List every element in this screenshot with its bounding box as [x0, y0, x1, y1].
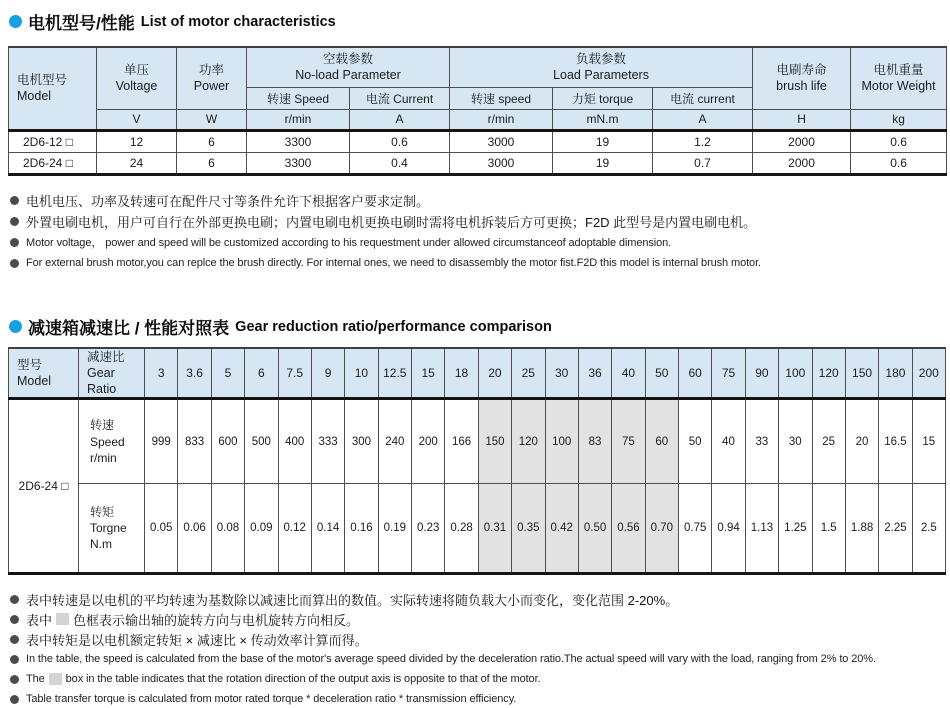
note-text: 外置电刷电机，用户可自行在外部更换电刷；内置电刷电机更换电刷时需将电机拆装后方可更换；F2D 此型号是内置电刷电机。 — [26, 214, 757, 230]
motor-value-cell: 2000 — [753, 152, 851, 174]
bullet-icon — [10, 595, 19, 604]
note-line — [10, 232, 946, 253]
bullet-icon — [10, 615, 19, 624]
group-header-noload-zh: 空载参数 — [323, 52, 374, 66]
torque-value-cell: 0.50 — [578, 484, 611, 574]
speed-row-label — [79, 399, 145, 484]
speed-value-cell: 999 — [145, 399, 178, 484]
note-text-post: box in the table indicates that the rotation direction of the output axis is opposite to that of the motor. — [65, 673, 541, 686]
torque-value-cell: 0.06 — [178, 484, 211, 574]
torque-value-cell: 0.56 — [612, 484, 645, 574]
col-header-voltage — [97, 47, 177, 109]
unit-cell: V — [97, 109, 177, 130]
unit-cell: A — [653, 109, 753, 130]
torque-value-cell: 0.23 — [412, 484, 445, 574]
motor-value-cell: 3000 — [450, 152, 553, 174]
col-header-brush-life — [753, 47, 851, 109]
unit-cell: kg — [851, 109, 947, 130]
note-text-pre: 表中 — [26, 612, 53, 628]
speed-value-cell: 40 — [712, 399, 745, 484]
gear-ratio-header-cell: 200 — [912, 348, 945, 399]
sub-header-cell: 转速 Speed — [247, 87, 350, 109]
motor-value-cell: 6 — [177, 152, 247, 174]
sub-header-cell: 电流 Current — [350, 87, 450, 109]
gear-ratio-header-cell: 40 — [612, 348, 645, 399]
col-header-brush-life-zh: 电刷寿命 — [776, 63, 827, 77]
motor-value-cell: 2000 — [753, 130, 851, 152]
motor-value-cell: 12 — [97, 130, 177, 152]
note-text: 表中转速是以电机的平均转速为基数除以减速比而算出的数值。实际转速将随负载大小而变化，变化范围 2-20%。 — [26, 592, 679, 608]
torque-value-cell: 0.94 — [712, 484, 745, 574]
gear-ratio-header-cell: 120 — [812, 348, 845, 399]
speed-value-cell: 600 — [211, 399, 244, 484]
speed-value-cell: 300 — [345, 399, 378, 484]
gear-ratio-header-cell: 90 — [745, 348, 778, 399]
bullet-icon — [10, 217, 19, 226]
section2-title-zh: 减速箱减速比 / 性能对照表 — [28, 319, 230, 338]
torque-value-cell: 0.14 — [311, 484, 344, 574]
speed-value-cell: 33 — [745, 399, 778, 484]
col-header-model-en: Model — [17, 89, 52, 104]
motor-value-cell: 19 — [553, 152, 653, 174]
gear-ratio-header-cell: 18 — [445, 348, 478, 399]
note-line — [10, 190, 946, 211]
motor-characteristics-table — [8, 46, 947, 176]
motor-value-cell: 6 — [177, 130, 247, 152]
model-cell: 2D6-24 □ — [9, 152, 97, 174]
torque-value-cell: 1.5 — [812, 484, 845, 574]
gear-ratio-table — [8, 347, 946, 576]
motor-value-cell: 24 — [97, 152, 177, 174]
col-header-voltage-zh: 单压 — [123, 63, 149, 77]
speed-row — [9, 399, 946, 484]
speed-value-cell: 25 — [812, 399, 845, 484]
torque-value-cell: 0.16 — [345, 484, 378, 574]
col-header-gear-model-en: Model — [17, 373, 52, 388]
torque-label-zh: 转矩 — [90, 504, 115, 519]
speed-value-cell: 16.5 — [879, 399, 912, 484]
gear-ratio-header-cell: 15 — [412, 348, 445, 399]
gear-header-row — [9, 348, 946, 399]
col-header-model-zh: 电机型号 — [17, 73, 68, 87]
speed-unit: r/min — [90, 450, 117, 465]
torque-value-cell: 2.5 — [912, 484, 945, 574]
gear-ratio-header-cell: 3 — [145, 348, 178, 399]
torque-value-cell: 1.25 — [779, 484, 812, 574]
torque-value-cell: 0.28 — [445, 484, 478, 574]
col-header-gear-ratio-zh: 减速比 — [87, 349, 125, 364]
gear-ratio-header-cell: 36 — [578, 348, 611, 399]
units-row — [9, 109, 947, 130]
col-header-power-zh: 功率 — [198, 63, 224, 77]
section-title-gear — [9, 316, 946, 338]
bullet-icon — [10, 695, 19, 704]
col-header-motor-weight-en: Motor Weight — [861, 79, 936, 94]
note-line — [10, 589, 946, 609]
motor-value-cell: 0.6 — [350, 130, 450, 152]
torque-value-cell: 1.88 — [845, 484, 878, 574]
note-text-pre: The — [26, 673, 45, 686]
note-text: In the table, the speed is calculated from the base of the motor's average speed divided by the deceleration ratio.The actual speed will vary with the load, ranging from 2% to 20%. — [26, 653, 876, 666]
gear-ratio-header-cell: 3.6 — [178, 348, 211, 399]
note-line — [10, 669, 946, 689]
gear-ratio-header-cell: 6 — [245, 348, 278, 399]
col-header-motor-weight — [851, 47, 947, 109]
speed-value-cell: 20 — [845, 399, 878, 484]
bullet-icon — [10, 655, 19, 664]
col-header-gear-ratio-en: Gear Ratio — [87, 365, 117, 396]
motor-value-cell: 0.6 — [851, 130, 947, 152]
col-header-gear-ratio — [79, 348, 145, 399]
unit-cell: A — [350, 109, 450, 130]
torque-row — [9, 484, 946, 574]
bullet-icon — [10, 259, 19, 268]
gear-ratio-header-cell: 180 — [879, 348, 912, 399]
bullet-icon — [10, 675, 19, 684]
speed-value-cell: 120 — [512, 399, 545, 484]
speed-value-cell: 833 — [178, 399, 211, 484]
col-header-brush-life-en: brush life — [776, 79, 827, 94]
torque-value-cell: 0.35 — [512, 484, 545, 574]
section-bullet-icon — [9, 15, 22, 28]
col-header-motor-weight-zh: 电机重量 — [873, 63, 924, 77]
bullet-icon — [10, 196, 19, 205]
motor-value-cell: 19 — [553, 130, 653, 152]
sub-header-cell: 转速 speed — [450, 87, 553, 109]
gear-ratio-header-cell: 12.5 — [378, 348, 411, 399]
motor-value-cell: 1.2 — [653, 130, 753, 152]
motor-value-cell: 3300 — [247, 130, 350, 152]
torque-value-cell: 0.19 — [378, 484, 411, 574]
torque-value-cell: 1.13 — [745, 484, 778, 574]
col-header-gear-model-zh: 型号 — [17, 357, 43, 372]
note-line — [10, 609, 946, 629]
torque-value-cell: 0.42 — [545, 484, 578, 574]
speed-value-cell: 75 — [612, 399, 645, 484]
gray-box-swatch — [56, 613, 69, 625]
gear-ratio-header-cell: 75 — [712, 348, 745, 399]
speed-value-cell: 400 — [278, 399, 311, 484]
note-text-post: 色框表示输出轴的旋转方向与电机旋转方向相反。 — [73, 612, 360, 628]
section-title-motor — [9, 10, 946, 32]
speed-value-cell: 83 — [578, 399, 611, 484]
motor-table-row — [9, 130, 947, 152]
motor-table-row — [9, 152, 947, 174]
speed-value-cell: 50 — [679, 399, 712, 484]
gear-ratio-header-cell: 30 — [545, 348, 578, 399]
col-header-power — [177, 47, 247, 109]
group-header-load — [450, 47, 753, 87]
motor-value-cell: 0.7 — [653, 152, 753, 174]
note-text: Table transfer torque is calculated from motor rated torque * deceleration ratio * transmission efficiency. — [26, 693, 517, 706]
note-text: Motor voltage， power and speed will be customized according to his requestment under allowed circumstanceof adoptable dimension. — [26, 237, 672, 249]
motor-value-cell: 3000 — [450, 130, 553, 152]
speed-value-cell: 100 — [545, 399, 578, 484]
bullet-icon — [10, 635, 19, 644]
col-header-voltage-en: Voltage — [115, 79, 158, 94]
speed-label-en: Speed — [90, 434, 125, 449]
gear-notes — [10, 589, 946, 708]
motor-value-cell: 3300 — [247, 152, 350, 174]
gear-ratio-header-cell: 150 — [845, 348, 878, 399]
gear-ratio-header-cell: 7.5 — [278, 348, 311, 399]
torque-label-en: Torgne — [90, 521, 127, 536]
group-header-noload-en: No-load Parameter — [295, 68, 401, 83]
gear-ratio-header-cell: 100 — [779, 348, 812, 399]
group-header-load-zh: 负载参数 — [576, 52, 627, 66]
speed-value-cell: 15 — [912, 399, 945, 484]
torque-value-cell: 0.09 — [245, 484, 278, 574]
speed-label-zh: 转速 — [90, 418, 115, 433]
note-line — [10, 253, 946, 274]
note-line — [10, 211, 946, 232]
speed-value-cell: 60 — [645, 399, 678, 484]
note-line — [10, 649, 946, 669]
unit-cell: H — [753, 109, 851, 130]
torque-value-cell: 0.31 — [478, 484, 511, 574]
gear-model-cell: 2D6-24 □ — [9, 399, 79, 574]
note-text: 表中转矩是以电机额定转矩 × 减速比 × 传动效率计算而得。 — [26, 632, 368, 648]
group-header-noload — [247, 47, 450, 87]
note-text: For external brush motor,you can replce the brush directly. For internal ones, we need to disassembly the motor fist.F2D this model is internal brush motor. — [26, 257, 761, 269]
col-header-power-en: Power — [193, 79, 230, 94]
note-text: 电机电压、功率及转速可在配件尺寸等条件允许下根据客户要求定制。 — [26, 193, 430, 209]
unit-cell: W — [177, 109, 247, 130]
section1-title-zh: 电机型号/性能 — [28, 13, 135, 33]
gear-ratio-header-cell: 20 — [478, 348, 511, 399]
gear-ratio-header-cell: 25 — [512, 348, 545, 399]
speed-value-cell: 166 — [445, 399, 478, 484]
section1-title-en: List of motor characteristics — [140, 13, 336, 30]
torque-value-cell: 0.70 — [645, 484, 678, 574]
torque-value-cell: 0.08 — [211, 484, 244, 574]
gear-ratio-header-cell: 5 — [211, 348, 244, 399]
gear-ratio-header-cell: 50 — [645, 348, 678, 399]
unit-cell: r/min — [247, 109, 350, 130]
group-header-load-en: Load Parameters — [553, 68, 649, 83]
speed-value-cell: 500 — [245, 399, 278, 484]
torque-unit: N.m — [90, 537, 112, 552]
torque-value-cell: 0.05 — [145, 484, 178, 574]
gear-ratio-header-cell: 9 — [311, 348, 344, 399]
speed-value-cell: 333 — [311, 399, 344, 484]
motor-value-cell: 0.4 — [350, 152, 450, 174]
torque-value-cell: 2.25 — [879, 484, 912, 574]
speed-value-cell: 30 — [779, 399, 812, 484]
torque-row-label — [79, 484, 145, 574]
col-header-model — [9, 47, 97, 130]
speed-value-cell: 240 — [378, 399, 411, 484]
note-line — [10, 689, 946, 708]
motor-value-cell: 0.6 — [851, 152, 947, 174]
bullet-icon — [10, 238, 19, 247]
unit-cell: mN.m — [553, 109, 653, 130]
unit-cell: r/min — [450, 109, 553, 130]
section-bullet-icon — [9, 320, 22, 333]
torque-value-cell: 0.75 — [679, 484, 712, 574]
motor-notes — [10, 190, 946, 274]
sub-header-cell: 电流 current — [653, 87, 753, 109]
gear-ratio-header-cell: 10 — [345, 348, 378, 399]
col-header-gear-model — [9, 348, 79, 399]
speed-value-cell: 150 — [478, 399, 511, 484]
torque-value-cell: 0.12 — [278, 484, 311, 574]
speed-value-cell: 200 — [412, 399, 445, 484]
gear-ratio-header-cell: 60 — [679, 348, 712, 399]
section2-title-en: Gear reduction ratio/performance comparison — [235, 319, 552, 335]
gray-box-swatch — [49, 673, 62, 685]
note-line — [10, 629, 946, 649]
model-cell: 2D6-12 □ — [9, 130, 97, 152]
sub-header-cell: 力矩 torque — [553, 87, 653, 109]
